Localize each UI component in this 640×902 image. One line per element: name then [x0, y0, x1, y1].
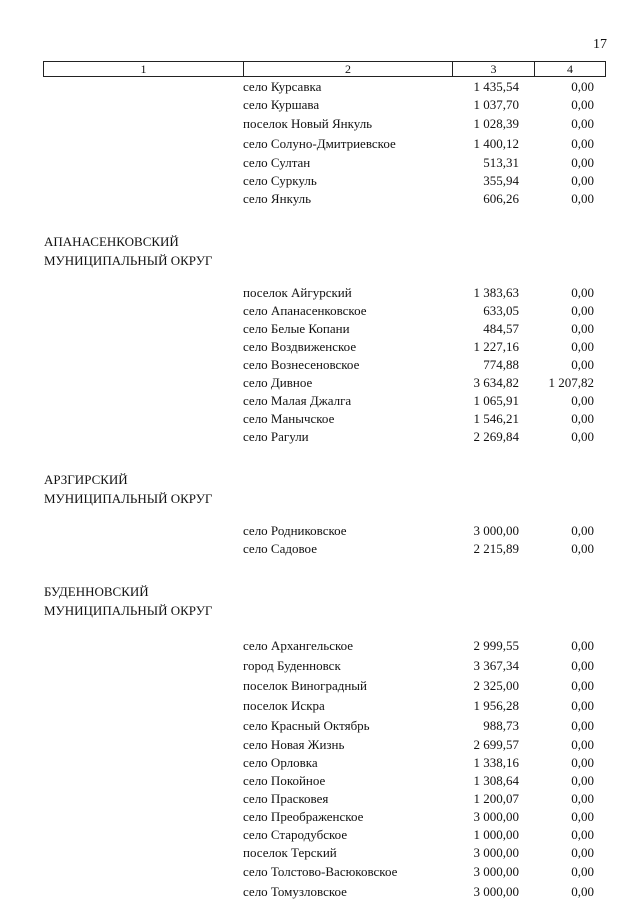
column-header-row	[44, 62, 606, 77]
settlement-name: село Дивное	[243, 375, 313, 390]
settlement-name: село Воздвиженское	[243, 339, 357, 354]
value-col4: 0,00	[571, 809, 594, 824]
column-header-1: 1	[44, 62, 244, 77]
value-col4: 0,00	[571, 411, 594, 426]
settlement-name: поселок Терский	[243, 845, 337, 860]
table-row	[0, 676, 640, 696]
settlement-name: село Архангельское	[243, 638, 354, 653]
value-col3: 3 000,00	[473, 884, 519, 899]
value-col4: 0,00	[571, 638, 594, 653]
value-col3: 3 000,00	[473, 523, 519, 538]
table-row	[0, 826, 640, 844]
value-col3: 2 999,55	[473, 638, 519, 653]
district-heading-apanasenkovsky	[0, 232, 640, 270]
settlement-name: поселок Искра	[243, 698, 325, 713]
settlement-name: поселок Айгурский	[243, 285, 352, 300]
district-name: АРЗГИРСКИЙ	[44, 472, 128, 487]
settlement-name: село Покойное	[243, 773, 326, 788]
settlement-name: село Новая Жизнь	[243, 737, 345, 752]
settlement-name: поселок Новый Янкуль	[243, 116, 373, 131]
table-body	[0, 78, 640, 902]
settlement-name: село Куршава	[243, 97, 320, 112]
settlement-name: село Янкуль	[243, 191, 312, 206]
district-type: МУНИЦИПАЛЬНЫЙ ОКРУГ	[44, 603, 213, 618]
settlement-name: село Красный Октябрь	[243, 718, 370, 733]
table-row	[0, 392, 640, 410]
table-row	[0, 754, 640, 772]
value-col3: 2 325,00	[473, 678, 519, 693]
value-col4: 0,00	[571, 678, 594, 693]
settlement-name: село Белые Копани	[243, 321, 350, 336]
value-col4: 0,00	[571, 718, 594, 733]
value-col3: 484,57	[483, 321, 519, 336]
table-row	[0, 338, 640, 356]
value-col4: 0,00	[571, 523, 594, 538]
value-col3: 1 956,28	[473, 698, 519, 713]
settlement-name: село Султан	[243, 155, 311, 170]
table-row	[0, 96, 640, 114]
settlement-name: село Апанасенковское	[243, 303, 367, 318]
value-col3: 1 383,63	[473, 285, 519, 300]
settlement-name: село Солуно-Дмитриевское	[243, 136, 396, 151]
column-header-table	[43, 61, 606, 77]
value-col4: 0,00	[571, 827, 594, 842]
district-name: БУДЕННОВСКИЙ	[44, 584, 149, 599]
table-row	[0, 134, 640, 154]
value-col4: 0,00	[571, 755, 594, 770]
value-col4: 0,00	[571, 173, 594, 188]
settlement-name: село Рагули	[243, 429, 309, 444]
table-row	[0, 284, 640, 302]
value-col4: 0,00	[571, 191, 594, 206]
value-col4: 0,00	[571, 321, 594, 336]
value-col4: 0,00	[571, 658, 594, 673]
value-col3: 1 000,00	[473, 827, 519, 842]
column-header-4: 4	[535, 62, 606, 77]
table-row	[0, 78, 640, 96]
value-col3: 1 435,54	[473, 79, 519, 94]
value-col3: 3 000,00	[473, 809, 519, 824]
settlement-name: село Прасковея	[243, 791, 329, 806]
value-col3: 1 200,07	[473, 791, 519, 806]
settlement-name: село Родниковское	[243, 523, 347, 538]
value-col4: 0,00	[571, 864, 594, 879]
value-col3: 1 037,70	[473, 97, 519, 112]
district-heading-budennovsky	[0, 582, 640, 620]
value-col4: 0,00	[571, 845, 594, 860]
settlement-name: город Буденновск	[243, 658, 341, 673]
value-col4: 0,00	[571, 737, 594, 752]
value-col4: 0,00	[571, 285, 594, 300]
page-number: 17	[593, 37, 607, 52]
value-col4: 0,00	[571, 884, 594, 899]
value-col3: 3 000,00	[473, 864, 519, 879]
value-col4: 1 207,82	[548, 375, 594, 390]
settlement-name: село Толстово-Васюковское	[243, 864, 398, 879]
column-header-3: 3	[453, 62, 535, 77]
table-row	[0, 636, 640, 656]
value-col4: 0,00	[571, 97, 594, 112]
district-name: АПАНАСЕНКОВСКИЙ	[44, 234, 179, 249]
settlement-name: село Малая Джалга	[243, 393, 352, 408]
value-col3: 1 546,21	[473, 411, 519, 426]
value-col3: 1 065,91	[473, 393, 519, 408]
table-row	[0, 320, 640, 338]
value-col3: 633,05	[483, 303, 519, 318]
value-col4: 0,00	[571, 429, 594, 444]
table-row	[0, 190, 640, 208]
value-col4: 0,00	[571, 773, 594, 788]
settlement-name: село Преображенское	[243, 809, 364, 824]
table-row	[0, 772, 640, 790]
table-row	[0, 428, 640, 446]
value-col3: 1 308,64	[473, 773, 519, 788]
table-row	[0, 522, 640, 540]
value-col3: 2 215,89	[473, 541, 519, 556]
table-row	[0, 844, 640, 862]
district-heading-arzgirsky	[0, 470, 640, 508]
table-row	[0, 696, 640, 716]
value-col4: 0,00	[571, 698, 594, 713]
table-row	[0, 790, 640, 808]
value-col3: 988,73	[483, 718, 519, 733]
settlement-name: село Томузловское	[243, 884, 347, 899]
value-col3: 3 000,00	[473, 845, 519, 860]
value-col4: 0,00	[571, 339, 594, 354]
district-type: МУНИЦИПАЛЬНЫЙ ОКРУГ	[44, 491, 213, 506]
value-col3: 1 227,16	[473, 339, 519, 354]
column-header-2: 2	[244, 62, 453, 77]
value-col3: 513,31	[483, 155, 519, 170]
value-col3: 355,94	[483, 173, 519, 188]
settlement-name: село Курсавка	[243, 79, 322, 94]
table-row	[0, 374, 640, 392]
value-col4: 0,00	[571, 393, 594, 408]
value-col3: 774,88	[483, 357, 519, 372]
table-row	[0, 716, 640, 736]
table-row	[0, 862, 640, 882]
table-row	[0, 114, 640, 134]
value-col3: 1 338,16	[473, 755, 519, 770]
settlement-name: село Орловка	[243, 755, 318, 770]
table-row	[0, 540, 640, 558]
value-col4: 0,00	[571, 136, 594, 151]
value-col4: 0,00	[571, 155, 594, 170]
value-col4: 0,00	[571, 79, 594, 94]
value-col4: 0,00	[571, 303, 594, 318]
value-col3: 2 269,84	[473, 429, 519, 444]
value-col3: 3 634,82	[473, 375, 519, 390]
table-row	[0, 882, 640, 902]
table-row	[0, 356, 640, 374]
settlement-name: село Манычское	[243, 411, 335, 426]
settlement-name: поселок Виноградный	[243, 678, 367, 693]
district-type: МУНИЦИПАЛЬНЫЙ ОКРУГ	[44, 253, 213, 268]
value-col4: 0,00	[571, 116, 594, 131]
settlement-name: село Суркуль	[243, 173, 317, 188]
value-col3: 1 028,39	[473, 116, 519, 131]
value-col3: 2 699,57	[473, 737, 519, 752]
table-row	[0, 172, 640, 190]
value-col4: 0,00	[571, 357, 594, 372]
table-row	[0, 808, 640, 826]
table-row	[0, 302, 640, 320]
table-row	[0, 154, 640, 172]
value-col4: 0,00	[571, 541, 594, 556]
settlement-name: село Стародубское	[243, 827, 348, 842]
table-row	[0, 410, 640, 428]
table-row	[0, 656, 640, 676]
value-col4: 0,00	[571, 791, 594, 806]
settlement-name: село Вознесеновское	[243, 357, 360, 372]
table-row	[0, 736, 640, 754]
value-col3: 3 367,34	[473, 658, 519, 673]
value-col3: 1 400,12	[473, 136, 519, 151]
settlement-name: село Садовое	[243, 541, 317, 556]
value-col3: 606,26	[483, 191, 519, 206]
